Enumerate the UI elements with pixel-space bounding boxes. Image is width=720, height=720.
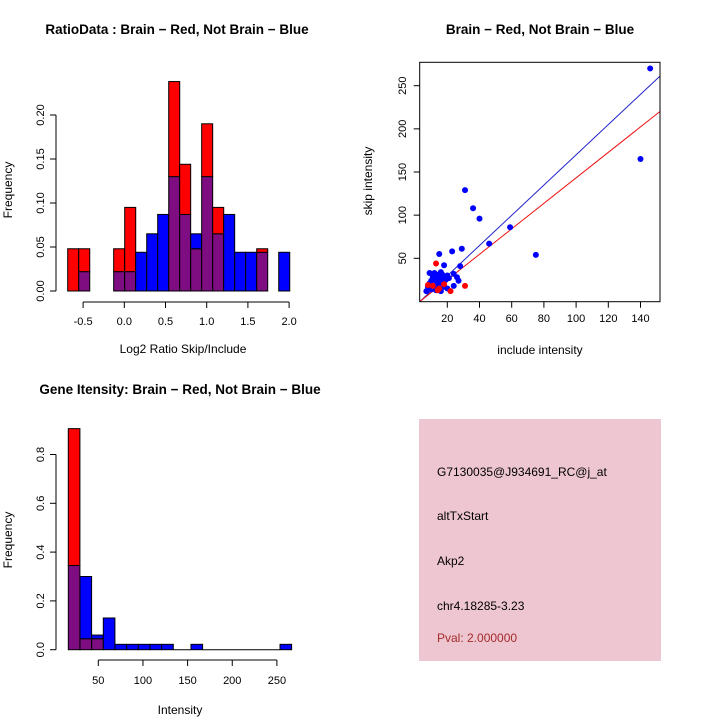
histogram-bar-blue-segment	[235, 252, 246, 291]
histogram-bar-blue-segment	[150, 644, 162, 649]
scatter-point-brain	[462, 283, 468, 289]
ratio-histogram-xlabel: Log2 Ratio Skip/Include	[119, 342, 247, 356]
x-tick-label: 80	[537, 313, 551, 325]
histogram-bar-overlap-segment	[79, 272, 90, 291]
histogram-bar-blue-segment	[246, 252, 257, 291]
scatter-point-not-brain	[449, 248, 455, 254]
histogram-bar-red-segment	[257, 249, 268, 253]
x-tick-label: 1.0	[199, 316, 215, 328]
histogram-bar-red-segment	[202, 124, 213, 177]
histogram-bar-blue-segment	[80, 577, 92, 639]
histogram-bar-blue-segment	[191, 644, 203, 649]
histogram-bar-blue-segment	[115, 644, 127, 649]
histogram-bar-blue-segment	[127, 644, 139, 649]
histogram-bar-overlap-segment	[213, 234, 224, 291]
info-panel	[419, 419, 661, 661]
gene-intensity-histogram-plot	[35, 429, 292, 687]
plot-box	[420, 62, 660, 301]
histogram-bar-overlap-segment	[180, 214, 191, 291]
info-probe-id: G7130035@J934691_RC@j_at	[437, 465, 607, 479]
x-tick-label: -0.5	[73, 316, 93, 328]
gene-intensity-histogram-panel	[1, 382, 321, 717]
ratio-histogram-title: RatioData : Brain − Red, Not Brain − Blue	[45, 22, 309, 37]
y-tick-label: 0.00	[34, 280, 47, 302]
scatter-point-not-brain	[423, 288, 429, 294]
x-tick-label: 120	[599, 313, 618, 325]
histogram-bar-red-segment	[68, 429, 80, 566]
histogram-bar-red-segment	[180, 164, 191, 214]
x-tick-label: 0.0	[116, 316, 132, 328]
scatter-point-brain	[430, 283, 436, 289]
x-tick-label: 40	[473, 313, 486, 325]
histogram-bar-blue-segment	[138, 644, 150, 649]
x-tick-label: 150	[178, 675, 197, 687]
scatter-xlabel: include intensity	[497, 343, 583, 357]
histogram-bar-blue-segment	[224, 214, 235, 291]
x-tick-label: 140	[631, 313, 650, 325]
scatter-point-brain	[441, 281, 447, 287]
y-tick-label: 0.2	[34, 593, 47, 609]
scatter-point-not-brain	[470, 205, 476, 211]
scatter-point-not-brain	[446, 275, 452, 281]
y-tick-label: 250	[396, 76, 409, 95]
histogram-bar-overlap-segment	[191, 249, 202, 291]
histogram-bar-red-segment	[213, 207, 224, 233]
scatter-point-not-brain	[438, 273, 444, 279]
scatter-plot	[397, 62, 660, 325]
info-event-type: altTxStart	[437, 509, 489, 523]
histogram-bar-overlap-segment	[257, 252, 268, 291]
scatter-point-not-brain	[638, 156, 644, 162]
histogram-bar-blue-segment	[279, 252, 290, 291]
y-tick-label: 0.10	[34, 192, 47, 214]
y-tick-label: 150	[396, 162, 409, 182]
y-tick-label: 0.20	[34, 104, 47, 126]
scatter-point-brain	[448, 288, 454, 294]
y-tick-label: 200	[396, 119, 409, 139]
histogram-bar-red-segment	[79, 249, 90, 272]
x-tick-label: 0.5	[157, 316, 174, 328]
histogram-bar-red-segment	[114, 249, 125, 272]
x-tick-label: 2.0	[281, 316, 297, 328]
histogram-bar-blue-segment	[280, 644, 292, 649]
x-tick-label: 1.5	[240, 316, 256, 328]
scatter-point-not-brain	[459, 246, 465, 252]
info-chromosome-location: chr4.18285-3.23	[437, 599, 525, 613]
ratio-histogram-ylabel: Frequency	[1, 161, 15, 219]
y-tick-label: 0.8	[34, 446, 47, 463]
scatter-point-not-brain	[441, 262, 447, 268]
histogram-bar-blue-segment	[92, 635, 104, 639]
histogram-bar-overlap-segment	[169, 177, 180, 291]
y-tick-label: 0.6	[34, 495, 47, 511]
scatter-point-not-brain	[454, 274, 460, 280]
y-tick-label: 0.05	[34, 236, 47, 258]
info-gene-name: Akp2	[437, 554, 465, 568]
histogram-bar-overlap-segment	[125, 272, 136, 291]
gene-intensity-histogram-xlabel: Intensity	[157, 703, 203, 717]
x-tick-label: 20	[441, 313, 454, 325]
histogram-bar-red-segment	[169, 82, 180, 177]
scatter-point-not-brain	[507, 224, 513, 230]
gene-intensity-histogram-ylabel: Frequency	[1, 511, 15, 569]
histogram-bar-red-segment	[125, 207, 136, 271]
x-tick-label: 100	[566, 313, 586, 325]
scatter-point-not-brain	[477, 216, 483, 222]
y-tick-label: 100	[396, 205, 409, 225]
scatter-point-not-brain	[486, 241, 492, 247]
scatter-point-brain	[435, 287, 441, 293]
scatter-point-not-brain	[457, 263, 463, 269]
scatter-point-not-brain	[436, 251, 442, 257]
scatter-point-not-brain	[647, 65, 653, 71]
x-tick-label: 60	[505, 313, 518, 325]
histogram-bar-overlap-segment	[68, 566, 80, 650]
histogram-bar-blue-segment	[147, 234, 158, 291]
histogram-bar-blue-segment	[158, 214, 169, 291]
x-tick-label: 100	[133, 675, 153, 687]
y-tick-label: 0.15	[34, 148, 47, 170]
histogram-bar-blue-segment	[162, 644, 174, 649]
scatter-point-brain	[433, 260, 439, 266]
gene-intensity-histogram-title: Gene Itensity: Brain − Red, Not Brain − Blue	[39, 382, 321, 397]
x-tick-label: 250	[267, 675, 287, 687]
scatter-point-not-brain	[533, 252, 539, 258]
y-tick-label: 0.4	[34, 544, 47, 560]
ratio-histogram-plot	[35, 82, 297, 328]
histogram-bar-overlap-segment	[202, 177, 213, 291]
histogram-bar-blue-segment	[136, 252, 147, 291]
histogram-bar-red-segment	[68, 249, 79, 291]
scatter-title: Brain − Red, Not Brain − Blue	[445, 22, 635, 37]
x-tick-label: 50	[92, 675, 105, 687]
scatter-point-not-brain	[451, 283, 457, 289]
blue-fit-line	[420, 76, 660, 301]
ratio-histogram-panel	[1, 22, 309, 356]
y-tick-label: 0.0	[34, 642, 47, 658]
histogram-bar-overlap-segment	[80, 639, 92, 650]
scatter-ylabel: skip intensity	[361, 146, 375, 216]
histogram-bar-overlap-segment	[92, 639, 104, 650]
histogram-bar-blue-segment	[191, 234, 202, 249]
y-tick-label: 50	[396, 252, 409, 265]
scatter-point-not-brain	[462, 187, 468, 193]
histogram-bar-overlap-segment	[114, 272, 125, 291]
scatter-panel	[361, 22, 660, 357]
histogram-bar-blue-segment	[103, 618, 115, 650]
info-pvalue: Pval: 2.000000	[437, 631, 518, 645]
x-tick-label: 200	[223, 675, 242, 687]
